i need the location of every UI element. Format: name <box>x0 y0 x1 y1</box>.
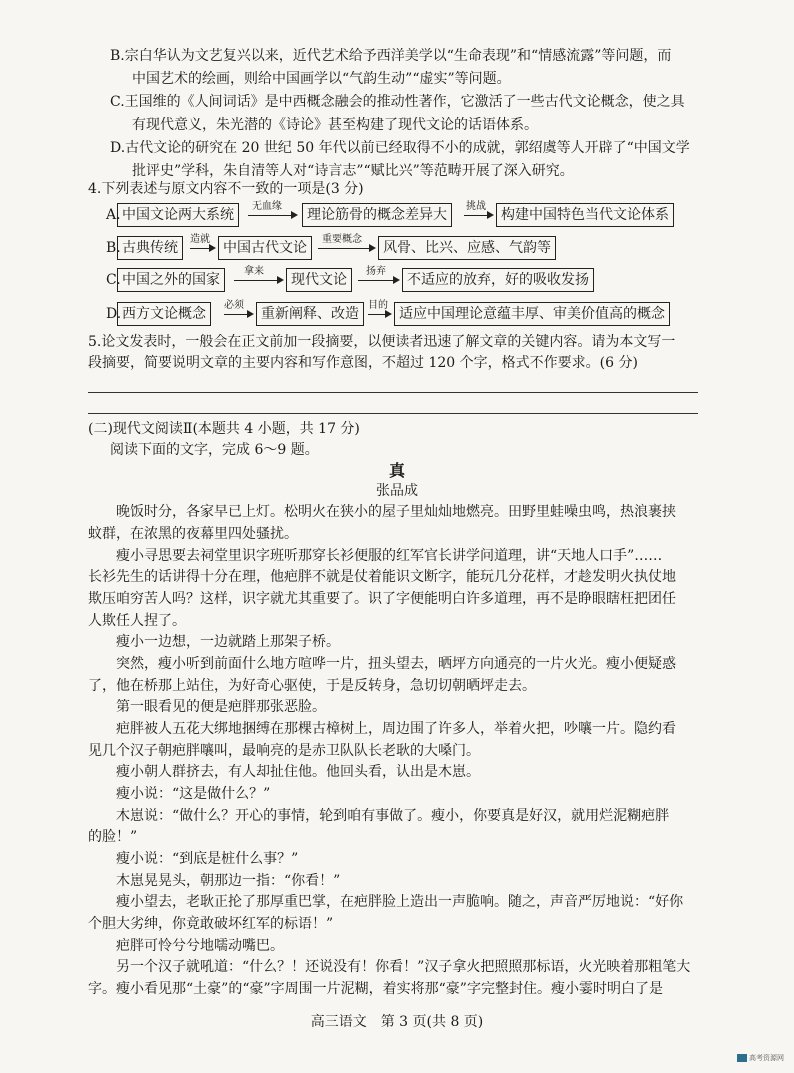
q3-option-c-line1: C.王国维的《人间词话》是中西概念融会的推动性著作，它激活了一些古代文论概念，使之具 <box>110 94 685 110</box>
q4-option-c-label: C. <box>106 272 121 288</box>
q4-c-box1: 中国之外的国家 <box>117 268 225 292</box>
answer-line-2 <box>88 413 698 414</box>
watermark <box>737 1053 784 1063</box>
story-line: 瘦小说：“这是做什么？” <box>116 786 271 802</box>
story-title: 真 <box>388 461 405 480</box>
story-line: 瘦小说：“到底是桩什么事？” <box>116 851 299 867</box>
section2-instruction: 阅读下面的文字，完成 6～9 题。 <box>110 442 319 458</box>
q4-b-arrow1-label: 造就 <box>190 234 210 245</box>
story-line: 第一眼看见的便是疤胖那张恶脸。 <box>116 699 326 715</box>
q5-line1: 5.论文发表时，一般会在正文前加一段摘要，以便读者迅速了解文章的关键内容。请为本文写一 <box>88 334 676 350</box>
q4-a-arrow2-label: 挑战 <box>466 201 486 212</box>
q4-b-box3: 风骨、比兴、应感、气韵等 <box>378 236 556 260</box>
story-line: 欺压咱穷苦人吗？这样，识字就尤其重要了。识了字便能明白许多道理，再不是睁眼瞎枉把团任 <box>88 591 676 607</box>
q4-option-d <box>106 302 706 328</box>
q3-option-b-line2: 中国艺术的绘画，则给中国画学以“气韵生动”“虚实”等问题。 <box>132 71 511 87</box>
q4-d-box1: 西方文论概念 <box>117 302 211 326</box>
q3-option-b-line1: B.宗白华认为文艺复兴以来，近代艺术给予西洋美学以“生命表现”和“情感流露”等问题，而 <box>110 48 672 64</box>
q4-b-box2: 中国古代文论 <box>218 236 312 260</box>
story-line: 瘦小一边想，一边就踏上那架子桥。 <box>116 634 340 650</box>
watermark-text: 高考资源网 <box>749 1054 784 1062</box>
q4-option-a <box>106 203 706 229</box>
story-line: 字。瘦小看见那“土豪”的“豪”字周围一片泥糊，着实将那“豪”字完整封住。瘦小霎时明白了是 <box>88 981 663 997</box>
q4-option-b-label: B. <box>106 240 121 256</box>
page-footer: 高三语文 第 3 页(共 8 页) <box>310 1014 484 1030</box>
q4-a-arrow2 <box>464 201 492 216</box>
q4-a-box2: 理论筋骨的概念差异大 <box>302 203 452 227</box>
q5-line2: 段摘要，简要说明文章的主要内容和写作意图，不超过 120 个字，格式不作要求。(6 分) <box>88 355 638 371</box>
q3-option-c-line2: 有现代意义，朱光潜的《诗论》甚至构建了现代文论的话语体系。 <box>132 117 538 133</box>
q4-option-c <box>106 268 706 294</box>
story-line: 的脸！” <box>88 829 138 845</box>
watermark-logo-icon <box>737 1054 747 1062</box>
q3-option-d-line2: 批评史”学科，朱自清等人对“诗言志”“赋比兴”等范畴开展了深入研究。 <box>132 163 574 179</box>
q4-a-box1: 中国文论两大系统 <box>117 203 239 227</box>
q4-a-arrow1 <box>248 201 296 216</box>
story-line: 个胆大劣绅，你竟敢破坏红军的标语！” <box>88 916 334 932</box>
section2-header: (二)现代文阅读Ⅱ(本题共 4 小题，共 17 分) <box>88 421 360 437</box>
answer-line-1 <box>88 392 698 393</box>
q4-c-arrow1 <box>234 266 282 281</box>
story-line: 晚饭时分，各家早已上灯。松明火在狭小的屋子里灿灿地燃亮。田野里蛙噪虫鸣，热浪裹挟 <box>116 504 676 520</box>
story-line: 木崽晃晃头，朝那边一指：“你看！” <box>116 873 341 889</box>
story-line: 另一个汉子就吼道：“什么？！还说没有！你看！”汉子拿火把照照那标语，火光映着那粗笔大 <box>116 959 691 975</box>
q4-d-box2: 重新阐释、改造 <box>256 302 364 326</box>
story-line: 了，他在桥那上站住，为好奇心驱使，于是反转身，急切切朝晒坪走去。 <box>88 678 536 694</box>
q3-option-d-line1: D.古代文论的研究在 20 世纪 50 年代以前已经取得不小的成就，郭绍虞等人开辟了“中国文学 <box>110 140 690 156</box>
q4-option-d-label: D. <box>106 306 122 322</box>
story-line: 人欺任人捏了。 <box>88 613 186 629</box>
q4-a-box3: 构建中国特色当代文论体系 <box>496 203 674 227</box>
story-author: 张品成 <box>376 483 418 499</box>
story-line: 瘦小朝人群挤去，有人却扯住他。他回头看，认出是木崽。 <box>116 764 480 780</box>
story-line: 瘦小寻思要去祠堂里识字班听那穿长衫便服的红军官长讲学问道理，讲“天地人口手”…… <box>116 548 663 564</box>
q4-c-box2: 现代文论 <box>286 268 352 292</box>
story-line: 突然，瘦小听到前面什么地方喧哗一片，扭头望去，晒坪方向通亮的一片火光。瘦小便疑惑 <box>116 656 676 672</box>
q4-a-arrow1-label: 无血缘 <box>252 201 282 212</box>
q4-c-box3: 不适应的放弃，好的吸收发扬 <box>402 268 594 292</box>
q4-c-arrow2-label: 扬弃 <box>366 266 386 277</box>
story-line: 疤胖可怜兮兮地嚅动嘴巴。 <box>116 938 284 954</box>
q4-b-arrow2-label: 重要概念 <box>322 234 362 245</box>
q4-b-arrow2 <box>318 234 374 249</box>
story-line: 长衫先生的话讲得十分在理，他疤胖不就是仗着能识文断字，能玩几分花样，才趁发明火执仗地 <box>88 569 676 585</box>
q4-c-arrow2 <box>358 266 398 281</box>
q4-d-arrow1 <box>224 300 252 315</box>
story-line: 见几个汉子朝疤胖嚷叫，最响亮的是赤卫队队长老耿的大嗓门。 <box>88 743 480 759</box>
story-line: 瘦小望去，老耿正抡了那厚重巴掌，在疤胖脸上造出一声脆响。随之，声音严厉地说：“好你 <box>116 894 684 910</box>
q4-c-arrow1-label: 拿来 <box>244 266 264 277</box>
story-line: 木崽说：“做什么？开心的事情，轮到咱有事做了。瘦小，你要真是好汉，就用烂泥糊疤胖 <box>116 808 670 824</box>
story-line: 疤胖被人五花大绑地捆缚在那棵古樟树上，周边围了许多人，举着火把，吵嚷一片。隐约看 <box>116 721 676 737</box>
q4-b-arrow1 <box>190 234 214 249</box>
q4-option-b <box>106 236 706 262</box>
q4-d-arrow2-label: 目的 <box>368 300 388 311</box>
story-line: 蚊群，在浓黑的夜幕里四处骚扰。 <box>88 526 298 542</box>
q4-stem: 4.下列表述与原文内容不一致的一项是(3 分) <box>88 181 364 197</box>
q4-option-a-label: A. <box>106 207 121 223</box>
q4-d-box3: 适应中国理论意蕴丰厚、审美价值高的概念 <box>394 302 670 326</box>
q4-b-box1: 古典传统 <box>117 236 183 260</box>
q4-d-arrow1-label: 必须 <box>224 300 244 311</box>
q4-d-arrow2 <box>368 300 390 315</box>
